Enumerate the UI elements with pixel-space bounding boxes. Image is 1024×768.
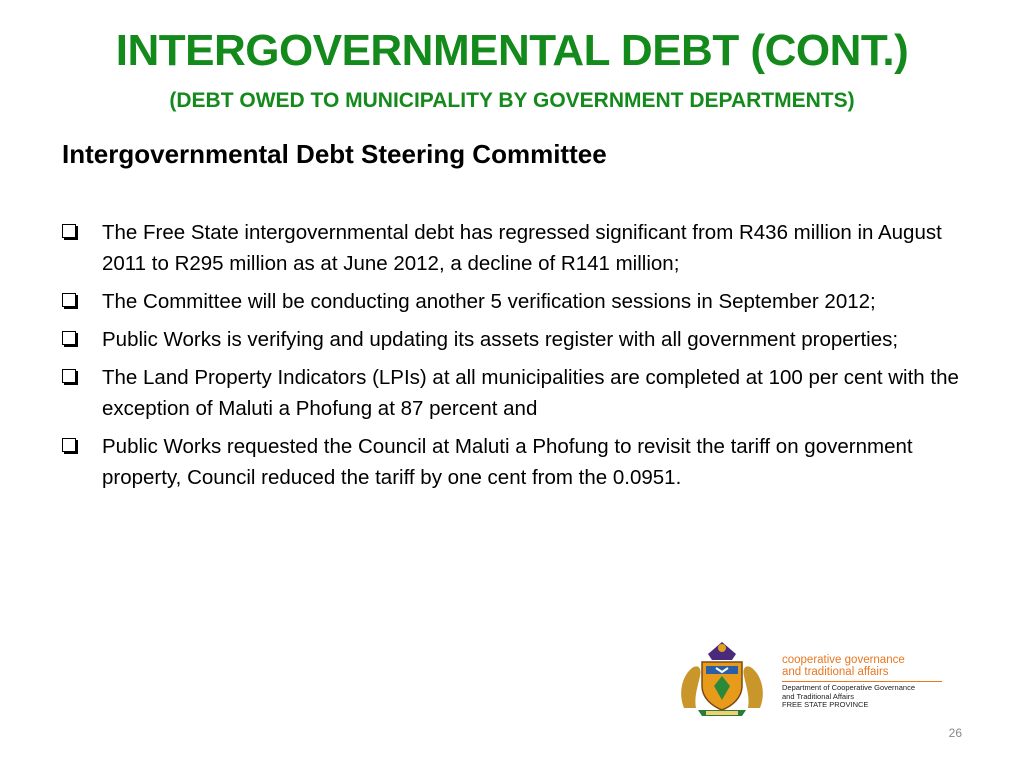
page-number: 26	[948, 726, 962, 740]
dept-line: Department of Cooperative Governance	[782, 683, 915, 692]
bullet-text: The Free State intergovernmental debt has regressed significant from R436 million in August 2011 to R295 million as at June 2012, a decline of R141 million;	[102, 221, 942, 275]
brand-wordmark	[782, 654, 942, 682]
section-heading: Intergovernmental Debt Steering Committee	[62, 139, 607, 169]
checkbox-square-icon	[62, 438, 76, 452]
checkbox-square-icon	[62, 331, 76, 345]
slide-subtitle: (DEBT OWED TO MUNICIPALITY BY GOVERNMENT DEPARTMENTS)	[169, 89, 855, 112]
bullet-text: Public Works is verifying and updating its assets register with all government properties;	[102, 328, 899, 351]
dept-line: FREE STATE PROVINCE	[782, 700, 869, 709]
checkbox-square-icon	[62, 369, 76, 383]
dept-line: and Traditional Affairs	[782, 691, 854, 701]
department-name	[782, 684, 942, 710]
bullet-item	[62, 362, 967, 424]
bullet-text: The Land Property Indicators (LPIs) at all municipalities are completed at 100 per cent with the exception of Maluti a Phofung at 87 percent and	[102, 366, 959, 420]
brand-line: and traditional affairs	[782, 666, 889, 678]
brand-line: cooperative governance	[782, 654, 905, 666]
bullet-item	[62, 286, 967, 317]
bullet-list	[62, 217, 967, 500]
slide-title: INTERGOVERNMENTAL DEBT (CONT.)	[115, 26, 909, 75]
checkbox-square-icon	[62, 293, 76, 307]
bullet-item	[62, 431, 967, 493]
bullet-item	[62, 217, 967, 279]
coat-of-arms-icon	[672, 638, 772, 720]
checkbox-square-icon	[62, 224, 76, 238]
bullet-item	[62, 324, 967, 355]
bullet-text: Public Works requested the Council at Maluti a Phofung to revisit the tariff on government property, Council reduced the tariff by one cent from the 0.0951.	[102, 435, 913, 489]
bullet-text: The Committee will be conducting another 5 verification sessions in September 2012;	[102, 290, 876, 313]
